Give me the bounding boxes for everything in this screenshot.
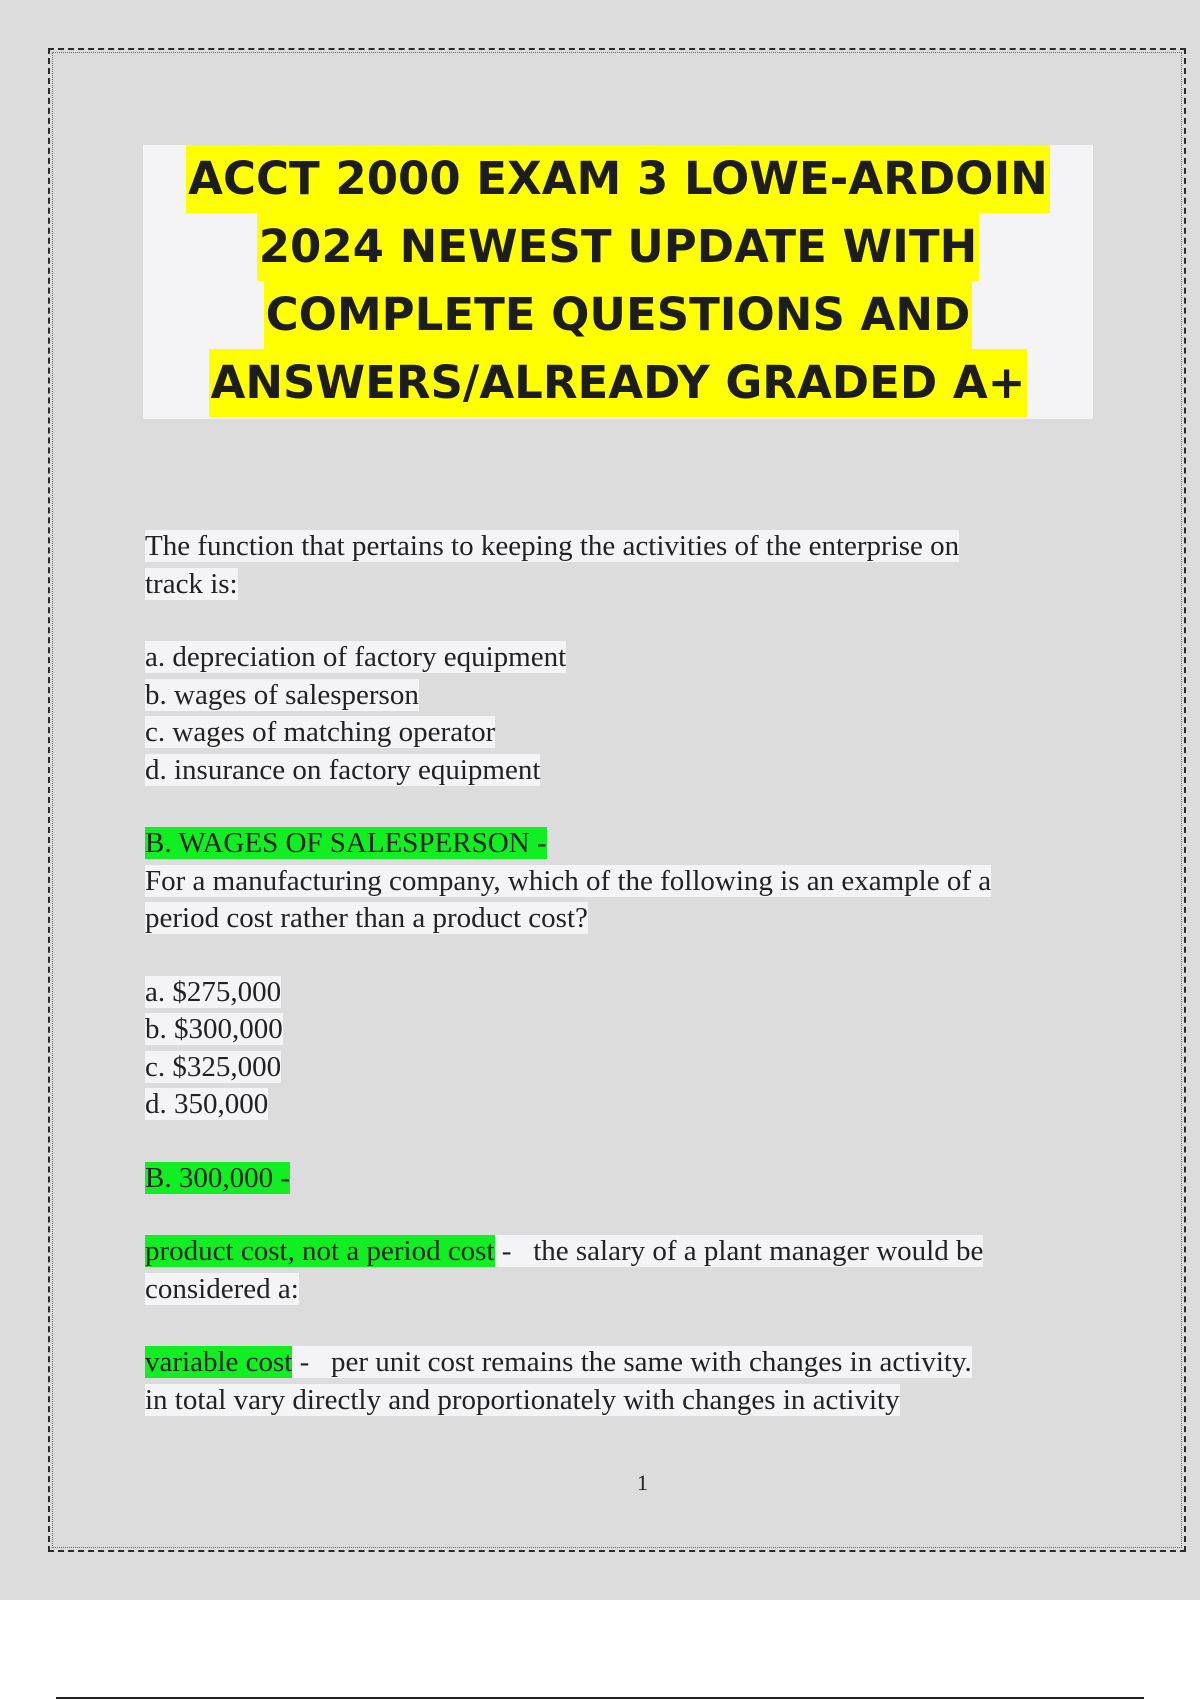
option-d: d. 350,000 — [145, 1088, 269, 1120]
option-c: c. $325,000 — [145, 1050, 282, 1083]
option-a: a. depreciation of factory equipment — [145, 641, 567, 673]
question-1 — [145, 528, 1105, 603]
question-text: considered a: — [145, 1272, 299, 1305]
answer-highlight: B. 300,000 - — [145, 1161, 290, 1194]
bottom-rule — [56, 1697, 1144, 1699]
option-a: a. $275,000 — [145, 975, 282, 1008]
answer-highlight: variable cost — [145, 1346, 293, 1378]
title-line: 2024 NEWEST UPDATE WITH — [257, 213, 980, 281]
title-line: ANSWERS/ALREADY GRADED A+ — [209, 349, 1028, 417]
question-1-options — [145, 639, 1105, 789]
question-3 — [145, 1233, 1105, 1308]
option-d: d. insurance on factory equipment — [145, 753, 541, 786]
separator: - — [292, 1346, 332, 1378]
answer-highlight: product cost, not a period cost — [145, 1235, 495, 1267]
separator: - — [494, 1235, 534, 1267]
question-text: in total vary directly and proportionately with changes in activity — [145, 1383, 900, 1416]
answer-highlight: B. WAGES OF SALESPERSON - — [145, 827, 547, 859]
question-text: per unit cost remains the same with changes in activity. — [331, 1346, 972, 1378]
question-text: the salary of a plant manager would be — [533, 1235, 984, 1267]
option-b: b. $300,000 — [145, 1013, 283, 1045]
title-line: COMPLETE QUESTIONS AND — [264, 281, 973, 349]
question-text: The function that pertains to keeping the activities of the enterprise on — [145, 530, 960, 562]
document-title — [143, 145, 1093, 419]
question-2 — [145, 863, 1105, 938]
question-text: For a manufacturing company, which of the following is an example of a — [145, 864, 992, 897]
option-c: c. wages of matching operator — [145, 716, 496, 748]
page-number: 1 — [637, 1470, 648, 1495]
title-line: ACCT 2000 EXAM 3 LOWE-ARDOIN — [186, 145, 1050, 213]
question-text: track is: — [145, 567, 238, 600]
option-b: b. wages of salesperson — [145, 678, 419, 711]
question-2-options — [145, 974, 1105, 1124]
question-text: period cost rather than a product cost? — [145, 902, 588, 934]
document-body — [145, 528, 1105, 1419]
question-4 — [145, 1344, 1105, 1419]
